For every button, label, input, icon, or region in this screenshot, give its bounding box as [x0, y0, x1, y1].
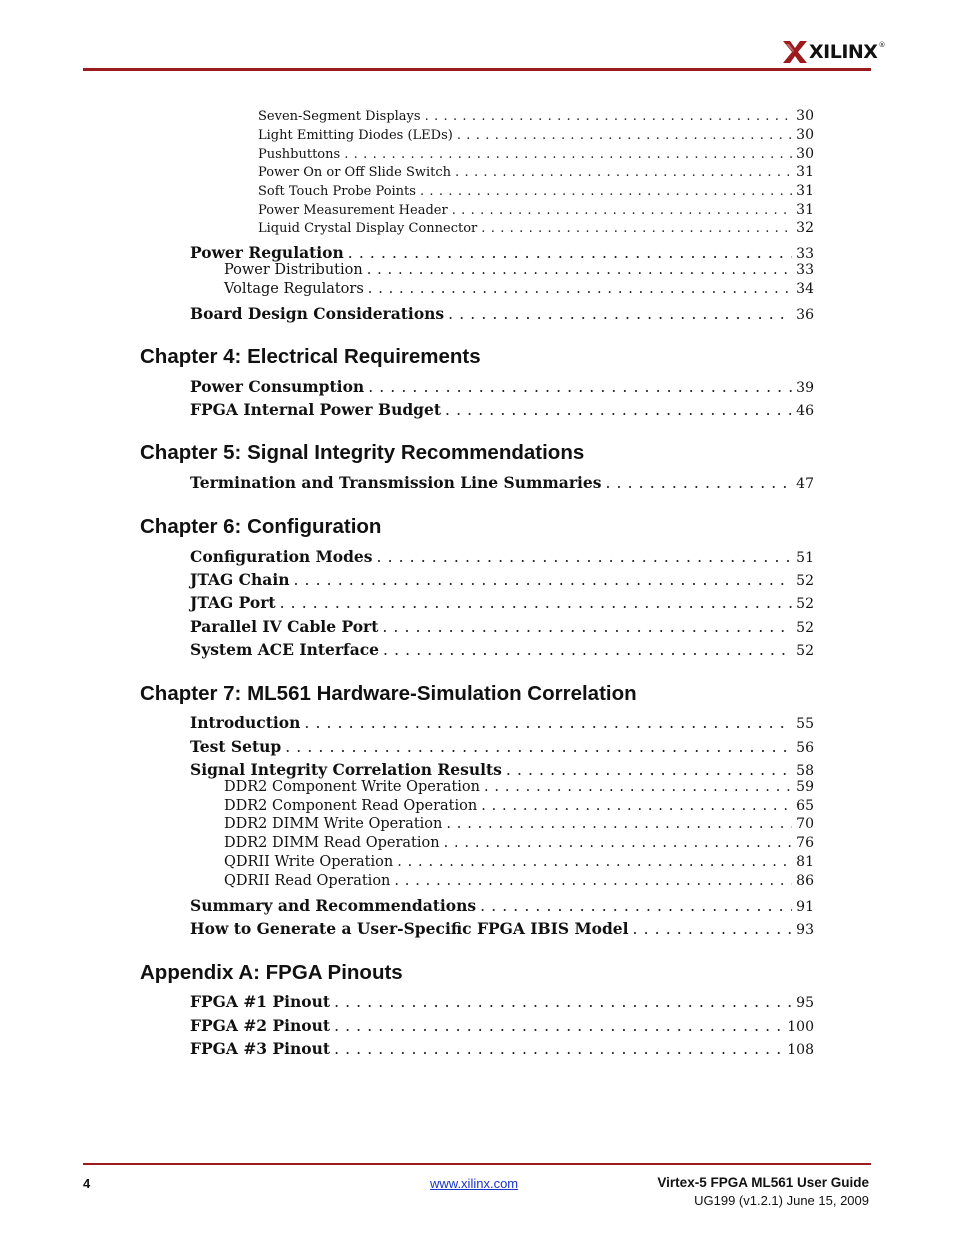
toc-subsection-title: QDRII Read Operation	[224, 873, 391, 889]
leader-dots	[377, 548, 793, 566]
toc-entry[interactable]	[258, 202, 814, 218]
toc-subsection-page: 65	[796, 798, 814, 814]
leader-dots	[606, 474, 793, 492]
toc-subsection-title: DDR2 DIMM Read Operation	[224, 835, 440, 851]
leader-dots	[348, 244, 792, 262]
page-number: 4	[83, 1176, 91, 1191]
toc-entry-title: Liquid Crystal Display Connector	[258, 221, 478, 236]
toc-section[interactable]	[190, 760, 814, 779]
chapter-heading[interactable]: Chapter 4: Electrical Requirements	[140, 345, 481, 368]
toc-section-page: 47	[796, 476, 814, 492]
document-title: Virtex-5 FPGA ML561 User Guide	[657, 1175, 869, 1190]
toc-section[interactable]	[190, 713, 814, 732]
toc-section-page: 100	[787, 1019, 814, 1035]
toc-entry-page: 30	[796, 127, 814, 143]
toc-section-page: 91	[796, 899, 814, 915]
leader-dots	[334, 1017, 783, 1035]
header-rule	[83, 68, 871, 71]
footer-rule	[83, 1163, 871, 1165]
leader-dots	[334, 993, 792, 1011]
toc-section[interactable]	[190, 617, 814, 636]
brand-name: XILINX	[809, 41, 878, 63]
toc-section[interactable]	[190, 304, 814, 323]
toc-subsection-title: DDR2 Component Read Operation	[224, 798, 478, 814]
toc-section-page: 95	[796, 995, 814, 1011]
toc-entry-page: 32	[796, 220, 814, 236]
leader-dots	[344, 147, 792, 162]
toc-section-page: 33	[796, 246, 814, 262]
toc-section[interactable]	[190, 400, 814, 419]
toc-subsection[interactable]	[224, 779, 814, 795]
toc-subsection-title: DDR2 DIMM Write Operation	[224, 816, 443, 832]
toc-section-title: FPGA #1 Pinout	[190, 992, 331, 1011]
toc-section-title: JTAG Chain	[190, 570, 290, 589]
toc-subsection[interactable]	[224, 816, 814, 832]
toc-entry-page: 31	[796, 164, 814, 180]
toc-section-page: 93	[796, 922, 814, 938]
xilinx-x-mark-icon	[782, 39, 808, 65]
toc-entry[interactable]	[258, 127, 814, 143]
toc-section[interactable]	[190, 919, 814, 938]
toc-subsection[interactable]	[224, 281, 814, 297]
leader-dots	[304, 714, 792, 732]
leader-dots	[425, 109, 793, 124]
toc-section-page: 56	[796, 740, 814, 756]
toc-section-title: JTAG Port	[190, 593, 276, 612]
toc-section-title: Termination and Transmission Line Summaries	[190, 473, 602, 492]
chapter-heading[interactable]: Chapter 5: Signal Integrity Recommendations	[140, 441, 585, 464]
leader-dots	[382, 618, 792, 636]
leader-dots	[445, 401, 792, 419]
toc-subsection-page: 34	[796, 281, 814, 297]
toc-section-page: 51	[796, 550, 814, 566]
toc-section-title: FPGA #3 Pinout	[190, 1039, 331, 1058]
toc-section[interactable]	[190, 243, 814, 262]
toc-section[interactable]	[190, 570, 814, 589]
toc-subsection-page: 59	[796, 779, 814, 795]
toc-subsection-page: 70	[796, 816, 814, 832]
leader-dots	[280, 594, 793, 612]
toc-entry-title: Power On or Off Slide Switch	[258, 165, 452, 180]
leader-dots	[394, 873, 792, 889]
registered-mark: ®	[878, 41, 886, 49]
toc-section-page: 108	[787, 1042, 814, 1058]
toc-entry[interactable]	[258, 108, 814, 124]
leader-dots	[444, 835, 793, 851]
toc-subsection[interactable]	[224, 262, 814, 278]
toc-subsection[interactable]	[224, 854, 814, 870]
toc-section-page: 55	[796, 716, 814, 732]
toc-entry-page: 31	[796, 202, 814, 218]
leader-dots	[480, 897, 792, 915]
leader-dots	[481, 221, 792, 236]
toc-section-title: Power Consumption	[190, 377, 365, 396]
toc-subsection-title: Power Distribution	[224, 262, 363, 278]
toc-section-title: FPGA Internal Power Budget	[190, 400, 442, 419]
toc-subsection-page: 81	[796, 854, 814, 870]
toc-section-page: 52	[796, 643, 814, 659]
toc-section[interactable]	[190, 737, 814, 756]
toc-section-title: Board Design Considerations	[190, 304, 445, 323]
leader-dots	[368, 378, 792, 396]
chapter-heading[interactable]: Chapter 6: Configuration	[140, 515, 382, 538]
toc-section-page: 52	[796, 596, 814, 612]
leader-dots	[294, 571, 793, 589]
toc-section-title: Introduction	[190, 713, 301, 732]
appendix-heading[interactable]: Appendix A: FPGA Pinouts	[140, 961, 403, 984]
toc-entry-title: Seven-Segment Displays	[258, 109, 421, 124]
leader-dots	[481, 798, 792, 814]
toc-subsection-page: 33	[796, 262, 814, 278]
leader-dots	[334, 1040, 783, 1058]
toc-entry-title: Light Emitting Diodes (LEDs)	[258, 128, 453, 143]
toc-subsection-page: 76	[796, 835, 814, 851]
toc-subsection-title: Voltage Regulators	[224, 281, 364, 297]
document-revision: UG199 (v1.2.1) June 15, 2009	[694, 1193, 869, 1208]
website-link[interactable]: www.xilinx.com	[430, 1176, 519, 1191]
leader-dots	[506, 761, 792, 779]
toc-section[interactable]	[190, 593, 814, 612]
leader-dots	[368, 281, 792, 297]
leader-dots	[383, 641, 792, 659]
toc-section-page: 52	[796, 573, 814, 589]
toc-section[interactable]	[190, 1039, 814, 1058]
leader-dots	[633, 920, 793, 938]
toc-section-title: Test Setup	[190, 737, 282, 756]
toc-subsection-title: DDR2 Component Write Operation	[224, 779, 480, 795]
leader-dots	[455, 165, 792, 180]
toc-section-title: How to Generate a User-Specific FPGA IBIS Model	[190, 919, 629, 938]
leader-dots	[420, 184, 792, 199]
toc-entry-title: Soft Touch Probe Points	[258, 184, 416, 199]
toc-entry-title: Pushbuttons	[258, 147, 341, 162]
toc-section[interactable]	[190, 1016, 814, 1035]
leader-dots	[457, 128, 792, 143]
toc-section[interactable]	[190, 896, 814, 915]
toc-subsection-page: 86	[796, 873, 814, 889]
leader-dots	[285, 738, 792, 756]
leader-dots	[452, 203, 792, 218]
leader-dots	[397, 854, 792, 870]
toc-subsection[interactable]	[224, 798, 814, 814]
toc-section-title: Summary and Recommendations	[190, 896, 477, 915]
toc-entry[interactable]	[258, 220, 814, 236]
leader-dots	[448, 305, 792, 323]
toc-section[interactable]	[190, 547, 814, 566]
toc-entry-page: 31	[796, 183, 814, 199]
toc-section-title: Signal Integrity Correlation Results	[190, 760, 502, 779]
leader-dots	[484, 779, 792, 795]
toc-section-page: 52	[796, 620, 814, 636]
toc-entry[interactable]	[258, 183, 814, 199]
toc-entry-title: Power Measurement Header	[258, 203, 448, 218]
toc-section-title: Configuration Modes	[190, 547, 373, 566]
toc-section-page: 36	[796, 307, 814, 323]
toc-entry-page: 30	[796, 108, 814, 124]
toc-section-title: FPGA #2 Pinout	[190, 1016, 331, 1035]
toc-section-page: 58	[796, 763, 814, 779]
leader-dots	[367, 262, 792, 278]
toc-subsection[interactable]	[224, 835, 814, 851]
toc-section-page: 46	[796, 403, 814, 419]
leader-dots	[446, 816, 792, 832]
toc-entry[interactable]	[258, 164, 814, 180]
toc-entry-page: 30	[796, 146, 814, 162]
toc-section-title: Parallel IV Cable Port	[190, 617, 379, 636]
toc-section[interactable]	[190, 473, 814, 492]
toc-subsection-title: QDRII Write Operation	[224, 854, 394, 870]
chapter-heading[interactable]: Chapter 7: ML561 Hardware-Simulation Correlation	[140, 682, 637, 705]
toc-entry[interactable]	[258, 146, 814, 162]
toc-section[interactable]	[190, 640, 814, 659]
toc-section[interactable]	[190, 377, 814, 396]
toc-subsection[interactable]	[224, 873, 814, 889]
toc-section-title: System ACE Interface	[190, 640, 380, 659]
toc-section-page: 39	[796, 380, 814, 396]
xilinx-logo	[782, 38, 885, 66]
toc-section[interactable]	[190, 992, 814, 1011]
toc-section-title: Power Regulation	[190, 243, 344, 262]
